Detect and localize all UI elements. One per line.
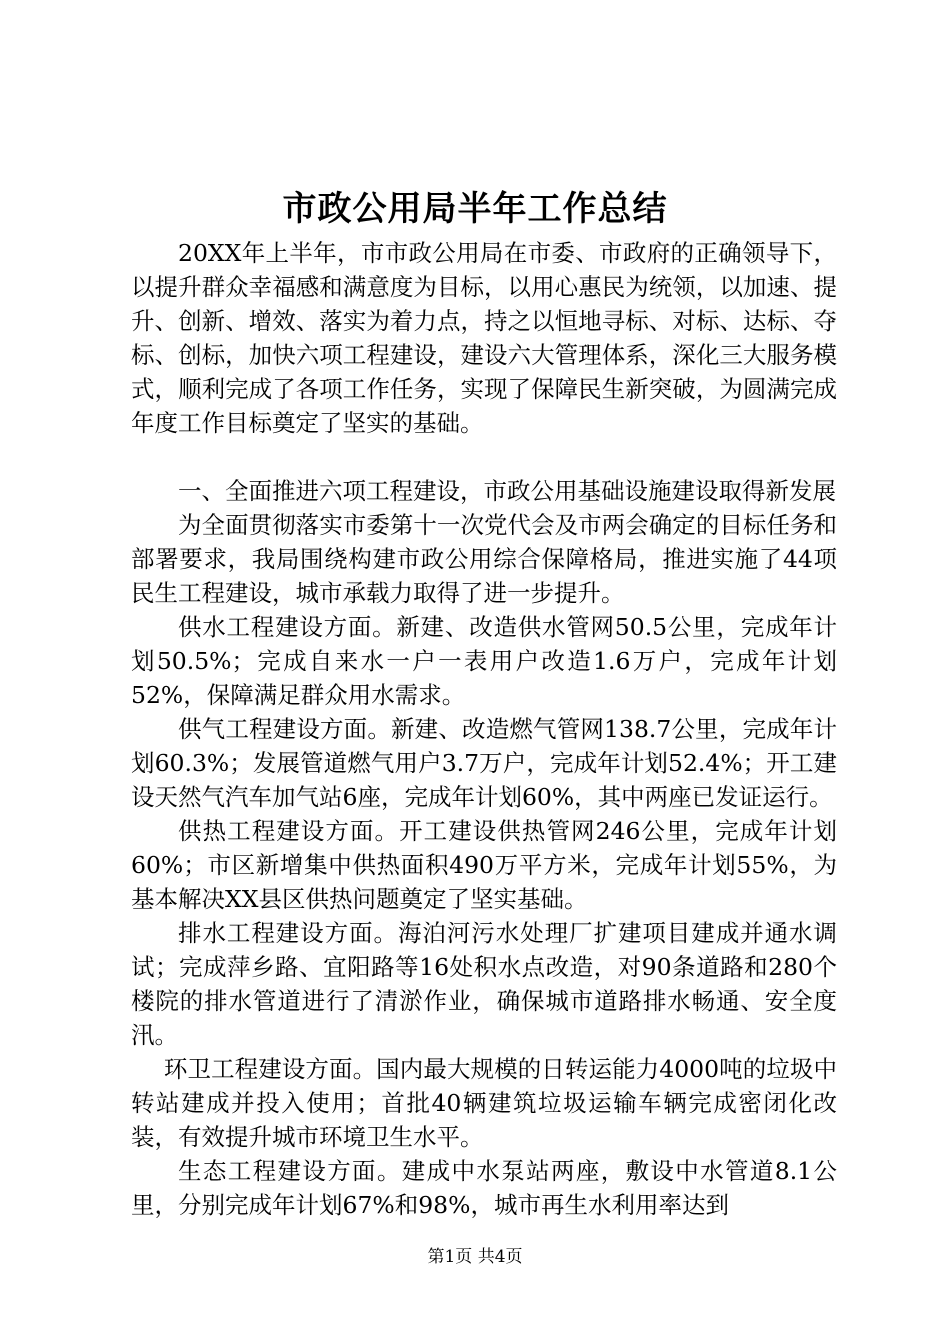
document-body [131, 236, 837, 1222]
section-intro-paragraph: 为全面贯彻落实市委第十一次党代会及市两会确定的目标任务和部署要求，我局围绕构建市政公用综合保障格局，推进实施了44项民生工程建设，城市承载力取得了进一步提升。 [131, 511, 837, 607]
document-title: 市政公用局半年工作总结 [282, 189, 668, 229]
intro-paragraph: 20XX年上半年，市市政公用局在市委、市政府的正确领导下，以提升群众幸福感和满意度为目标，以用心惠民为统领，以加速、提升、创新、增效、落实为着力点，持之以恒地寻标、对标、达标、夺标、创标，加快六项工程建设，建设六大管理体系，深化三大服务模式，顺利完成了各项工作任务，实现了保障民生新突破，为圆满完成年度工作目标奠定了坚实的基础。 [131, 239, 837, 437]
drainage-paragraph: 排水工程建设方面。海泊河污水处理厂扩建项目建成并通水调试；完成萍乡路、宜阳路等16处积水点改造，对90条道路和280个楼院的排水管道进行了清淤作业，确保城市道路排水畅通、安全度汛。 [131, 919, 837, 1049]
section-heading: 一、全面推进六项工程建设，市政公用基础设施建设取得新发展 [178, 477, 836, 505]
water-supply-paragraph: 供水工程建设方面。新建、改造供水管网50.5公里，完成年计划50.5%；完成自来水一户一表用户改造1.6万户，完成年计划52%，保障满足群众用水需求。 [131, 613, 837, 709]
ecology-paragraph: 生态工程建设方面。建成中水泵站两座，敷设中水管道8.1公里，分别完成年计划67%和98%，城市再生水利用率达到 [131, 1157, 837, 1219]
sanitation-paragraph: 环卫工程建设方面。国内最大规模的日转运能力4000吨的垃圾中转站建成并投入使用；首批40辆建筑垃圾运输车辆完成密闭化改装，有效提升城市环境卫生水平。 [131, 1055, 837, 1151]
heating-paragraph: 供热工程建设方面。开工建设供热管网246公里，完成年计划60%；市区新增集中供热面积490万平方米，完成年计划55%，为基本解决XX县区供热问题奠定了坚实基础。 [131, 817, 837, 913]
gas-supply-paragraph: 供气工程建设方面。新建、改造燃气管网138.7公里，完成年计划60.3%；发展管道燃气用户3.7万户，完成年计划52.4%；开工建设天然气汽车加气站6座，完成年计划60%，其中两座已发证运行。 [131, 715, 837, 811]
page-footer: 第1页 共4页 [427, 1247, 523, 1267]
